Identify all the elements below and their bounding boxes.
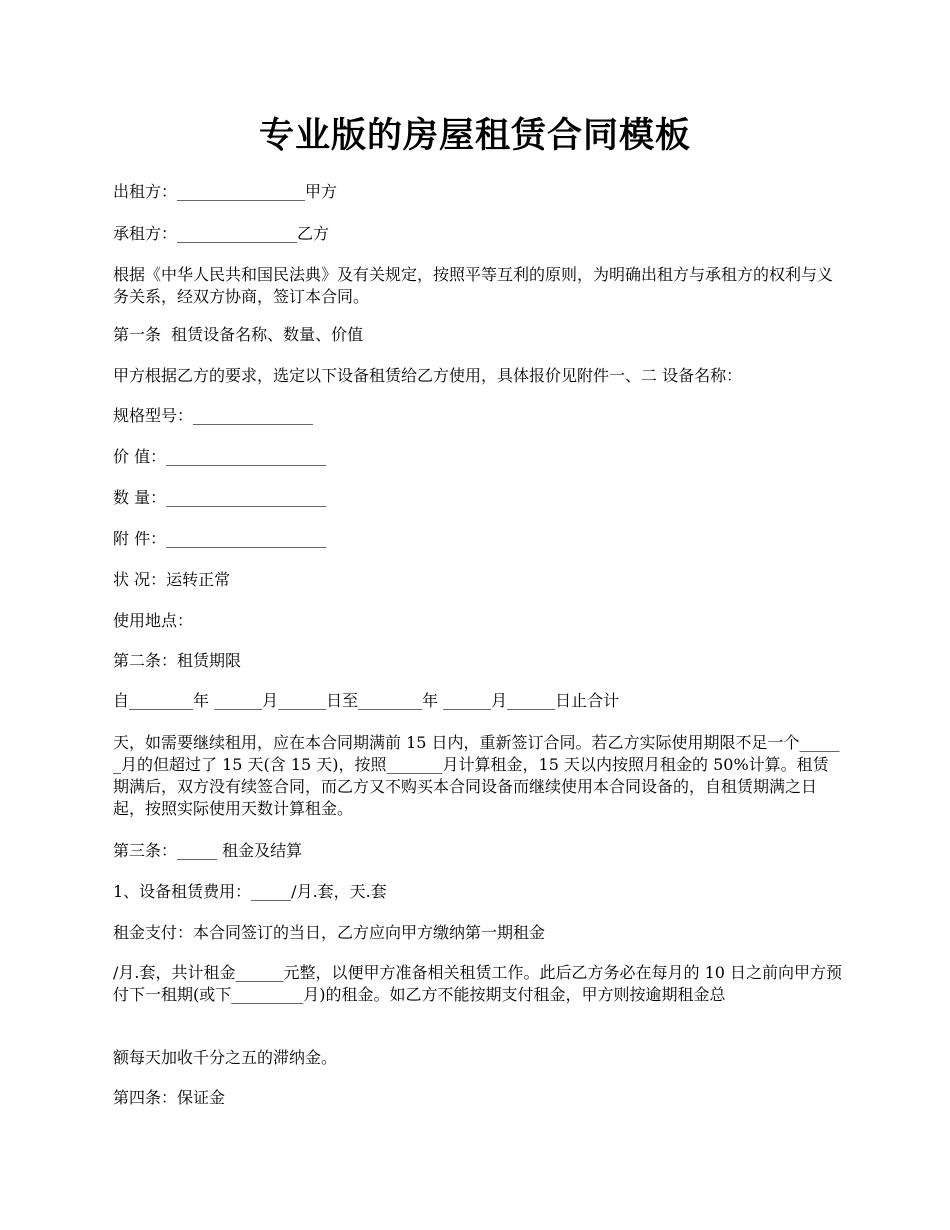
- quantity-line: 数 量：____________________: [113, 488, 327, 507]
- rent-payment-line: 租金支付：本合同签订的当日，乙方应向甲方缴纳第一期租金: [113, 923, 546, 942]
- lease-period-paragraph: 天，如需要继续租用，应在本合同期满前 15 日内，重新签订合同。若乙方实际使用期限不足一个______月的但超过了 15 天(含 15 天)，按照_______月计算租金，15 天以内按照月租金的 50%计算。租赁期满后，双方没有续签合同，而乙方又不购买本合同设备而继续使用本合同设备的，自租赁期满之日起，按照实际使用天数计算租金。: [113, 733, 840, 818]
- lessee-line: 承租方：_______________乙方: [113, 224, 330, 243]
- article-3-heading: 第三条：_____ 租金及结算: [113, 841, 303, 860]
- article-1-intro: 甲方根据乙方的要求，选定以下设备租赁给乙方使用，具体报价见附件一、二 设备名称：: [113, 366, 743, 385]
- article-2-heading: 第二条：租赁期限: [113, 651, 242, 670]
- lease-period-line: 自________年 ______月______日至________年 ______月______日止合计: [113, 691, 620, 710]
- condition-line: 状 况：运转正常: [113, 570, 231, 589]
- location-line: 使用地点：: [113, 611, 194, 630]
- article-1-heading: 第一条 租赁设备名称、数量、价值: [113, 325, 364, 344]
- preamble-paragraph: 根据《中华人民共和国民法典》及有关规定，按照平等互利的原则，为明确出租方与承租方的权利与义务关系，经双方协商，签订本合同。: [113, 265, 834, 306]
- rent-payment-paragraph: /月.套，共计租金______元整，以便甲方准备相关租赁工作。此后乙方务必在每月的 10 日之前向甲方预付下一租期(或下_________月)的租金。如乙方不能按期支付租金，甲方则按逾期租金总: [113, 963, 843, 1004]
- document-title: 专业版的房屋租赁合同模板: [258, 116, 691, 156]
- article-4-heading: 第四条：保证金: [113, 1088, 226, 1107]
- attachment-line: 附 件：____________________: [113, 529, 327, 548]
- value-line: 价 值：____________________: [113, 447, 327, 466]
- rental-fee-line: 1、设备租赁费用：_____/月.套，天.套: [113, 882, 387, 901]
- late-fee-line: 额每天加收千分之五的滞纳金。: [113, 1048, 338, 1067]
- lessor-line: 出租方：________________甲方: [113, 182, 338, 201]
- spec-model-line: 规格型号：_______________: [113, 406, 314, 425]
